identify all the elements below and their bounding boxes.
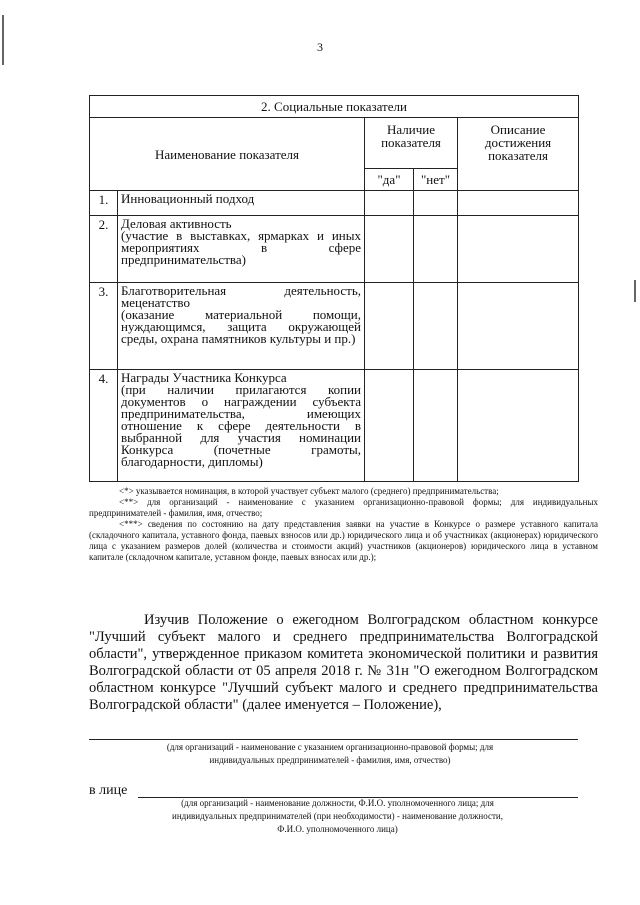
- description-cell: [458, 283, 579, 370]
- yes-cell: [365, 216, 414, 283]
- footnote: <*> указывается номинация, в которой участвует субъект малого (среднего) предпринимательства;: [119, 486, 499, 496]
- footnotes: [89, 486, 598, 563]
- header-presence: Наличие показателя: [365, 118, 458, 169]
- header-yes: "да": [365, 169, 414, 191]
- header-indicator-name: Наименование показателя: [90, 118, 365, 191]
- section-title: 2. Социальные показатели: [90, 96, 579, 118]
- yes-cell: [365, 283, 414, 370]
- indicator-cell: [118, 283, 365, 370]
- description-cell: [458, 191, 579, 216]
- table-row: [90, 216, 579, 283]
- indicator-title: Инновационный подход: [121, 191, 255, 206]
- row-number: 2.: [90, 216, 118, 283]
- indicator-cell: [118, 216, 365, 283]
- org-name-line: [89, 739, 578, 740]
- row-number: 4.: [90, 370, 118, 482]
- no-cell: [414, 191, 458, 216]
- org-name-caption: (для организаций - наименование с указанием организационно-правовой формы; для индивидуальных предпринимателей - фамилия, имя, отчество): [166, 742, 494, 765]
- no-cell: [414, 216, 458, 283]
- table-row: [90, 370, 579, 482]
- indicator-cell: [118, 370, 365, 482]
- right-scan-edge: [634, 280, 636, 302]
- body-paragraph: Изучив Положение о ежегодном Волгоградском областном конкурсе "Лучший субъект малого и среднего предпринимательства Волгоградской области", утвержденное приказом комитета экономической политики и развития Волгоградской области от 05 апреля 2018 г. № 31н "О ежегодном Волгоградском областном конкурсе "Лучший субъект малого и среднего предпринимательства Волгоградской области" (далее именуется – Положение),: [89, 612, 598, 713]
- table-row: [90, 191, 579, 216]
- table-row: [90, 283, 579, 370]
- indicator-title: Благотворительная деятельность, меценатство: [121, 283, 361, 310]
- row-number: 3.: [90, 283, 118, 370]
- left-scan-edge: [2, 15, 4, 65]
- no-cell: [414, 370, 458, 482]
- page-number: 3: [317, 40, 323, 54]
- indicator-title: Награды Участника Конкурса: [121, 370, 287, 385]
- indicator-detail: (при наличии прилагаются копии документов о награждении субъекта предпринимательства, имеющих отношение к сфере деятельности в выбранной для участия номинации Конкурса (почетные грамоты, благодарности, дипломы): [121, 382, 361, 469]
- header-no: "нет": [414, 169, 458, 191]
- header-description: Описание достижения показателя: [458, 118, 579, 191]
- yes-cell: [365, 370, 414, 482]
- footnote: <***> сведения по состоянию на дату представления заявки на участие в Конкурсе о размере уставного капитала (складочного капитала, уставного фонда, паевых взносов или др.) юридического лица и об участниках (акционерах) юридического лица с указанием размеров долей (количества и стоимости акций) участников (акционеров) юридического лица в уставном капитале (складочном капитале, уставном фонде, паевых взносах или др.);: [89, 519, 598, 562]
- representative-caption: (для организаций - наименование должности, Ф.И.О. уполномоченного лица; для индивидуальных предпринимателей (при необходимости) - наименование должности, Ф.И.О. уполномоченного лица): [172, 798, 503, 834]
- row-number: 1.: [90, 191, 118, 216]
- indicator-cell: [118, 191, 365, 216]
- social-indicators-table: [89, 95, 579, 482]
- footnote: <**> для организаций - наименование с указанием организационно-правовой формы; для индивидуальных предпринимателей - фамилия, имя, отчество;: [89, 497, 598, 518]
- in-person-label: в лице: [89, 783, 128, 798]
- indicator-detail: (оказание материальной помощи, нуждающимся, защита окружающей среды, охрана памятников культуры и пр.): [121, 307, 361, 346]
- no-cell: [414, 283, 458, 370]
- indicator-title: Деловая активность: [121, 216, 232, 231]
- indicator-detail: (участие в выставках, ярмарках и иных мероприятиях в сфере предпринимательства): [121, 228, 361, 267]
- yes-cell: [365, 191, 414, 216]
- description-cell: [458, 370, 579, 482]
- description-cell: [458, 216, 579, 283]
